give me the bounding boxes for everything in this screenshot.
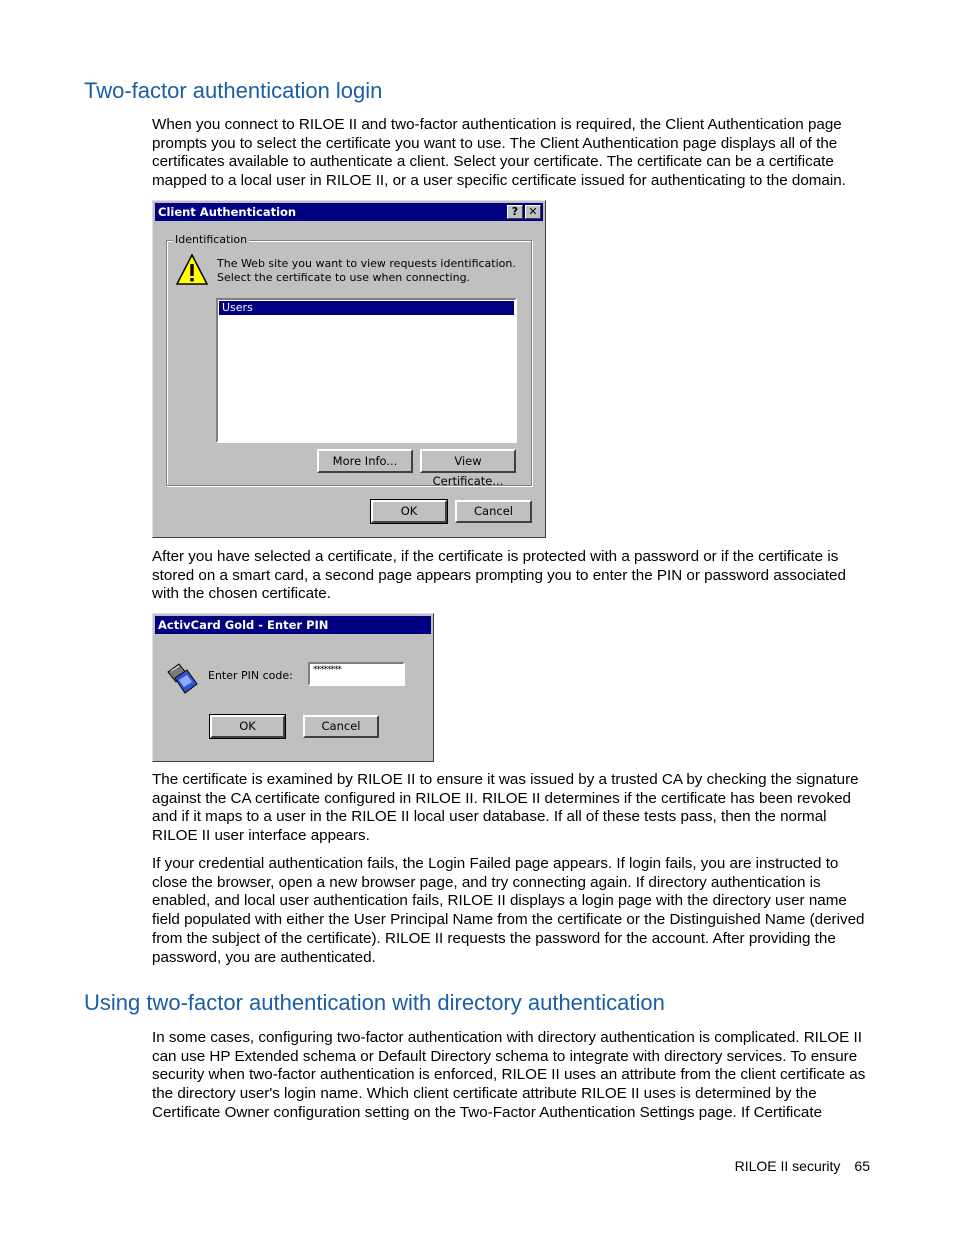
client-authentication-dialog xyxy=(152,200,546,538)
ok-button[interactable]: OK xyxy=(371,500,447,523)
identification-label: Identification xyxy=(175,233,248,246)
paragraph-after-selection: After you have selected a certificate, if the certificate is protected with a password or if the certificate is stored on a smart card, a second page appears prompting you to enter the PIN or password associated with the chosen certificate. xyxy=(152,548,846,603)
certificate-list[interactable] xyxy=(216,298,517,443)
more-info-button[interactable]: More Info... xyxy=(317,449,413,473)
pin-input-value: ******** xyxy=(313,665,341,675)
cancel-button[interactable]: Cancel xyxy=(455,500,532,523)
close-button[interactable]: ✕ xyxy=(525,205,541,219)
paragraph-intro: When you connect to RILOE II and two-factor authentication is required, the Client Authentication page prompts you to select the certificate you want to use. The Client Authentication page displays all of the certificates available to authenticate a client. Select your certificate. The certificate can be a certificate mapped to a local user in RILOE II, or a user specific certificate issued for authenticating to the domain. xyxy=(152,116,846,190)
paragraph-directory-auth: In some cases, configuring two-factor authentication with directory authentication is complicated. RILOE II can use HP Extended schema or Default Directory schema to integrate with directory services. To ensure security when two-factor authentication is enforced, RILOE II uses an attribute from the client certificate as the directory user's login name. Which client certificate attribute RILOE II uses is determined by the Certificate Owner configuration setting on the Two-Factor Authentication Settings page. If Certificate xyxy=(152,1029,866,1121)
page-number: 65 xyxy=(854,1158,870,1174)
enter-pin-dialog xyxy=(152,613,434,762)
page-footer xyxy=(735,1158,870,1174)
pin-dialog-title: ActivCard Gold - Enter PIN xyxy=(158,618,329,632)
dialog-title: Client Authentication xyxy=(158,205,297,219)
footer-section: RILOE II security xyxy=(734,1158,841,1174)
pin-dialog-titlebar xyxy=(155,616,431,634)
pin-label: Enter PIN code: xyxy=(208,669,293,682)
view-certificate-button[interactable]: View Certificate... xyxy=(420,449,516,473)
smart-card-icon xyxy=(165,660,199,696)
warning-icon xyxy=(175,253,209,287)
pin-cancel-button[interactable]: Cancel xyxy=(303,715,379,738)
pin-ok-button[interactable]: OK xyxy=(210,715,285,738)
section-heading-directory-auth: Using two-factor authentication with directory authentication xyxy=(84,990,665,1015)
section-heading-two-factor-login: Two-factor authentication login xyxy=(84,78,383,103)
list-item[interactable]: Users xyxy=(219,301,514,315)
dialog-titlebar xyxy=(155,203,543,221)
paragraph-login-failed: If your credential authentication fails, the Login Failed page appears. If login fails, you are instructed to close the browser, open a new browser page, and try connecting again. If directory authentication is enabled, and local user authentication fails, RILOE II displays a login page with the directory user name field populated with either the User Principal Name from the certificate or the Distinguished Name (derived from the subject of the certificate). RILOE II requests the password for the account. After providing the password, you are authenticated. xyxy=(152,855,865,966)
help-button[interactable]: ? xyxy=(507,205,523,219)
pin-input[interactable] xyxy=(308,662,405,686)
paragraph-certificate-examined: The certificate is examined by RILOE II to ensure it was issued by a trusted CA by checking the signature against the CA certificate configured in RILOE II. RILOE II determines if the certificate has been revoked and if it maps to a user in the RILOE II local user database. If all of these tests pass, then the normal RILOE II user interface appears. xyxy=(152,771,859,845)
identification-message: The Web site you want to view requests identification. Select the certificate to use when connecting. xyxy=(217,257,516,284)
